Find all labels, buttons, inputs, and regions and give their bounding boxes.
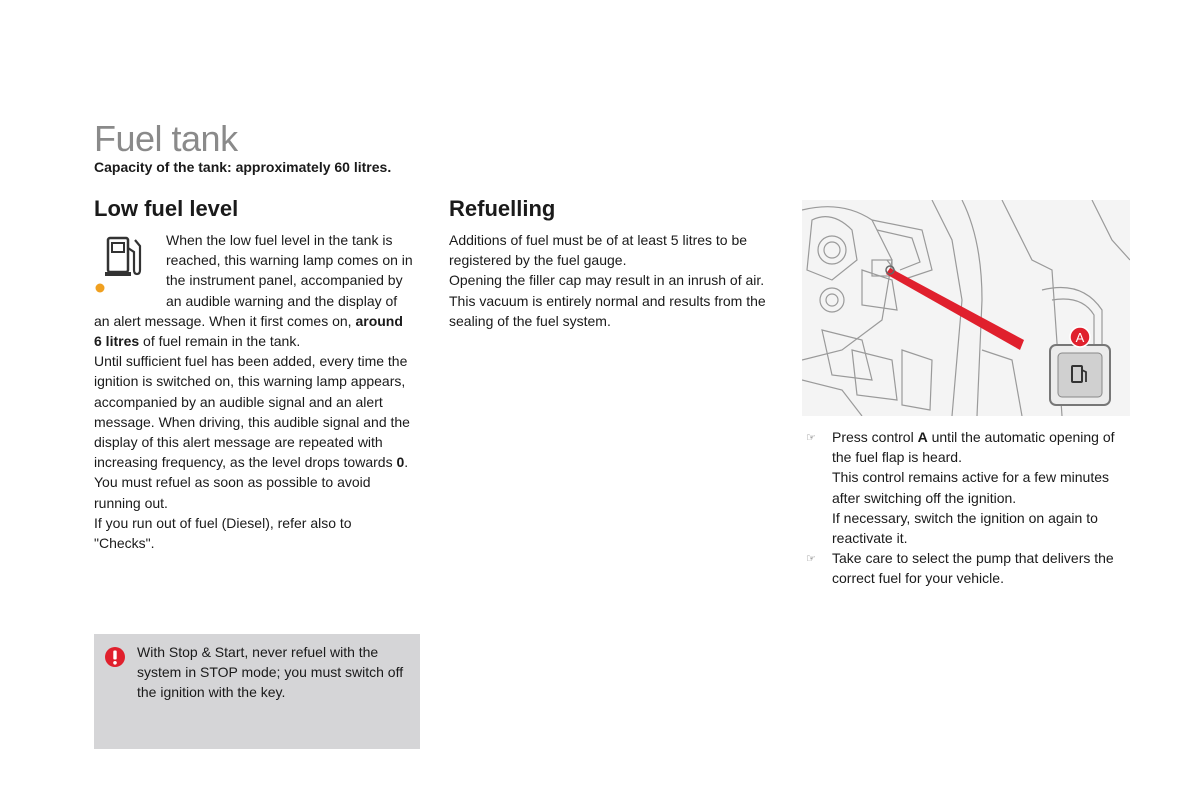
warning-text: With Stop & Start, never refuel with the system in STOP mode; you must switch off the ignition with the key. xyxy=(137,644,404,701)
pointing-hand-icon: ☞ xyxy=(806,553,816,566)
refuelling-section xyxy=(449,230,779,331)
instruction-note: This control remains active for a few minutes after switching off the ignition. xyxy=(832,469,1109,506)
low-fuel-paragraph-1: When the low fuel level in the tank is reached, this warning lamp comes on in the instrument panel, accompanied by an audible warning and the display of an alert message. When it first comes on, around 6 litres of fuel remain in the tank. xyxy=(94,232,413,350)
low-fuel-paragraph-4: If you run out of fuel (Diesel), refer also to "Checks". xyxy=(94,514,352,552)
low-fuel-paragraph-3: You must refuel as soon as possible to avoid running out. xyxy=(94,474,371,511)
fuel-remaining-bold: around 6 litres xyxy=(94,312,403,350)
section-heading-low-fuel: Low fuel level xyxy=(94,196,239,221)
instruction-item: ☞ Take care to select the pump that delivers the correct fuel for your vehicle. xyxy=(806,550,1114,587)
dashboard-illustration xyxy=(802,200,1130,416)
page-subtitle: Capacity of the tank: approximately 60 litres. xyxy=(94,159,392,175)
exclamation-icon xyxy=(104,646,126,668)
fuel-pump-icon xyxy=(94,230,154,300)
instruction-note: If necessary, switch the ignition on again to reactivate it. xyxy=(832,509,1098,547)
instruction-item: ☞ Press control A until the automatic opening of the fuel flap is heard. This control remains active for a few minutes after switching off the ignition. If necessary, switch the ignition on again to reactivate it. xyxy=(806,427,1136,548)
control-a-bold: A xyxy=(917,429,928,445)
fuel-pump-warning-lamp xyxy=(94,230,166,300)
instruction-list xyxy=(806,427,1136,589)
pointing-hand-icon: ☞ xyxy=(806,432,816,444)
low-fuel-paragraph-2: Until sufficient fuel has been added, every time the ignition is switched on, this warning lamp appears, accompanied by an audible signal and an alert message. When driving, this audible signal and the display of this alert message are repeated with increasing frequency, as the level drops towards 0. xyxy=(94,353,410,471)
refuelling-paragraph-2: Opening the filler cap may result in an inrush of air. This vacuum is entirely normal and results from the sealing of the fuel system. xyxy=(449,272,766,329)
callout-a-label: A xyxy=(1075,330,1085,345)
fuel-flap-button-inset xyxy=(1050,345,1110,405)
warning-box xyxy=(94,634,420,749)
section-heading-refuelling: Refuelling xyxy=(449,196,556,221)
page-title: Fuel tank xyxy=(94,118,238,159)
level-zero-bold: 0 xyxy=(396,454,405,471)
low-fuel-section xyxy=(94,230,414,553)
refuelling-paragraph-1: Additions of fuel must be of at least 5 litres to be registered by the fuel gauge. xyxy=(449,232,748,269)
orange-lamp-dot xyxy=(96,284,105,293)
